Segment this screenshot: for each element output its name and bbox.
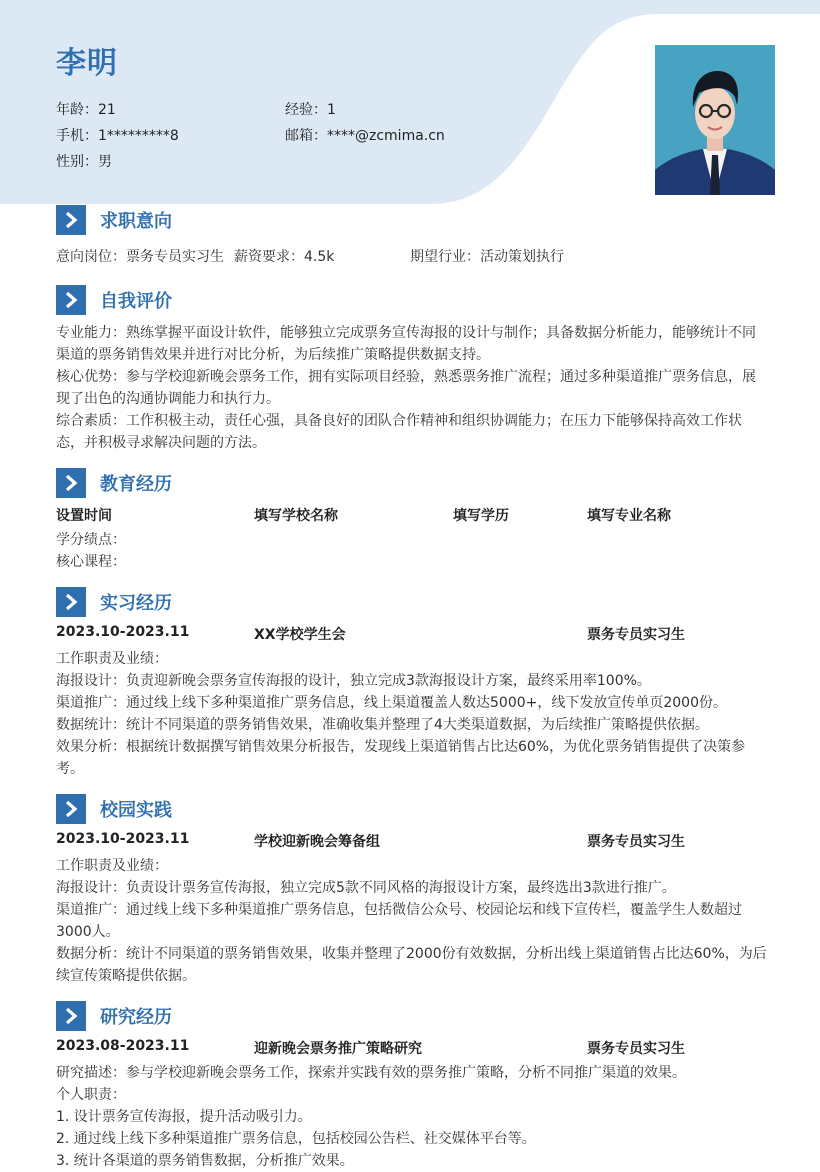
chevron-right-icon: [56, 468, 86, 498]
self-eval-quality: 综合素质：工作积极主动，责任心强，具备良好的团队合作精神和组织协调能力；在压力下能够保持高效工作状态，并积极寻求解决问题的方法。: [56, 413, 742, 451]
campus-org: 学校迎新晚会筹备组: [254, 834, 380, 850]
campus-line: 工作职责及业绩：: [56, 858, 168, 874]
chevron-right-icon: [56, 285, 86, 315]
education-time: 设置时间: [56, 508, 112, 524]
self-eval-strength: 核心优势：参与学校迎新晚会票务工作，拥有实际项目经验，熟悉票务推广流程；通过多种渠道推广票务信息，展现了出色的沟通协调能力和执行力。: [56, 369, 756, 407]
internship-row: [56, 624, 768, 646]
age-field: 年龄：21: [56, 102, 116, 118]
campus-role: 票务专员实习生: [587, 834, 685, 850]
chevron-right-icon: [56, 587, 86, 617]
research-topic: 迎新晚会票务推广策略研究: [254, 1041, 422, 1057]
phone-field: 手机：1*********8: [56, 128, 179, 144]
research-row: [56, 1038, 768, 1060]
internship-line: 海报设计：负责迎新晚会票务宣传海报的设计，独立完成3款海报设计方案，最终采用率100%。: [56, 673, 651, 689]
profile-photo: [655, 45, 775, 195]
campus-line: 海报设计：负责设计票务宣传海报，独立完成5款不同风格的海报设计方案，最终选出3款进行推广。: [56, 880, 676, 896]
research-line: 个人职责：: [56, 1087, 126, 1103]
internship-line: 渠道推广：通过线上线下多种渠道推广票务信息，线上渠道覆盖人数达5000+，线下发放宣传单页2000份。: [56, 695, 727, 711]
section-title: 校园实践: [100, 800, 172, 821]
portrait-illustration: [655, 45, 775, 195]
education-courses: 核心课程：: [56, 554, 126, 570]
intent-industry: 期望行业：活动策划执行: [410, 249, 564, 265]
chevron-right-icon: [56, 205, 86, 235]
intent-position: 意向岗位：票务专员实习生: [56, 249, 224, 265]
section-header-self-evaluation: [56, 285, 172, 315]
self-eval-skill: 专业能力：熟练掌握平面设计软件，能够独立完成票务宣传海报的设计与制作；具备数据分析能力，能够统计不同渠道的票务销售效果并进行对比分析，为后续推广策略提供数据支持。: [56, 325, 756, 363]
chevron-right-icon: [56, 794, 86, 824]
section-title: 研究经历: [100, 1007, 172, 1028]
section-title: 求职意向: [100, 211, 172, 232]
internship-role: 票务专员实习生: [587, 627, 685, 643]
research-line: 2. 通过线上线下多种渠道推广票务信息，包括校园公告栏、社交媒体平台等。: [56, 1131, 536, 1147]
research-time: 2023.08-2023.11: [56, 1038, 190, 1054]
section-header-intent: [56, 205, 172, 235]
section-header-internship: [56, 587, 172, 617]
internship-line: 工作职责及业绩：: [56, 651, 168, 667]
research-role: 票务专员实习生: [587, 1041, 685, 1057]
gender-field: 性别：男: [56, 154, 112, 170]
internship-line: 效果分析：根据统计数据撰写销售效果分析报告，发现线上渠道销售占比达60%，为优化票务销售提供了决策参考。: [56, 739, 746, 777]
campus-time: 2023.10-2023.11: [56, 831, 190, 847]
internship-org: XX学校学生会: [254, 627, 346, 643]
section-title: 自我评价: [100, 291, 172, 312]
campus-line: 渠道推广：通过线上线下多种渠道推广票务信息，包括微信公众号、校园论坛和线下宣传栏，覆盖学生人数超过3000人。: [56, 902, 742, 940]
education-major: 填写专业名称: [587, 508, 671, 524]
research-line: 3. 统计各渠道的票务销售数据，分析推广效果。: [56, 1153, 354, 1169]
internship-line: 数据统计：统计不同渠道的票务销售效果，准确收集并整理了4大类渠道数据，为后续推广策略提供依据。: [56, 717, 709, 733]
education-gpa: 学分绩点：: [56, 532, 126, 548]
intent-salary: 薪资要求：4.5k: [234, 249, 335, 265]
chevron-right-icon: [56, 1001, 86, 1031]
experience-field: 经验：1: [285, 102, 336, 118]
education-row: [56, 505, 768, 527]
section-title: 实习经历: [100, 593, 172, 614]
section-header-campus: [56, 794, 172, 824]
education-degree: 填写学历: [453, 508, 509, 524]
research-line: 研究描述：参与学校迎新晚会票务工作，探索并实践有效的票务推广策略，分析不同推广渠道的效果。: [56, 1065, 686, 1081]
campus-row: [56, 831, 768, 853]
email-field: 邮箱：****@zcmima.cn: [285, 128, 445, 144]
education-school: 填写学校名称: [254, 508, 338, 524]
internship-time: 2023.10-2023.11: [56, 624, 190, 640]
section-header-education: [56, 468, 172, 498]
candidate-name: 李明: [56, 46, 118, 81]
campus-line: 数据分析：统计不同渠道的票务销售效果，收集并整理了2000份有效数据，分析出线上渠道销售占比达60%，为后续宣传策略提供依据。: [56, 946, 767, 984]
section-header-research: [56, 1001, 172, 1031]
research-line: 1. 设计票务宣传海报，提升活动吸引力。: [56, 1109, 312, 1125]
section-title: 教育经历: [100, 474, 172, 495]
